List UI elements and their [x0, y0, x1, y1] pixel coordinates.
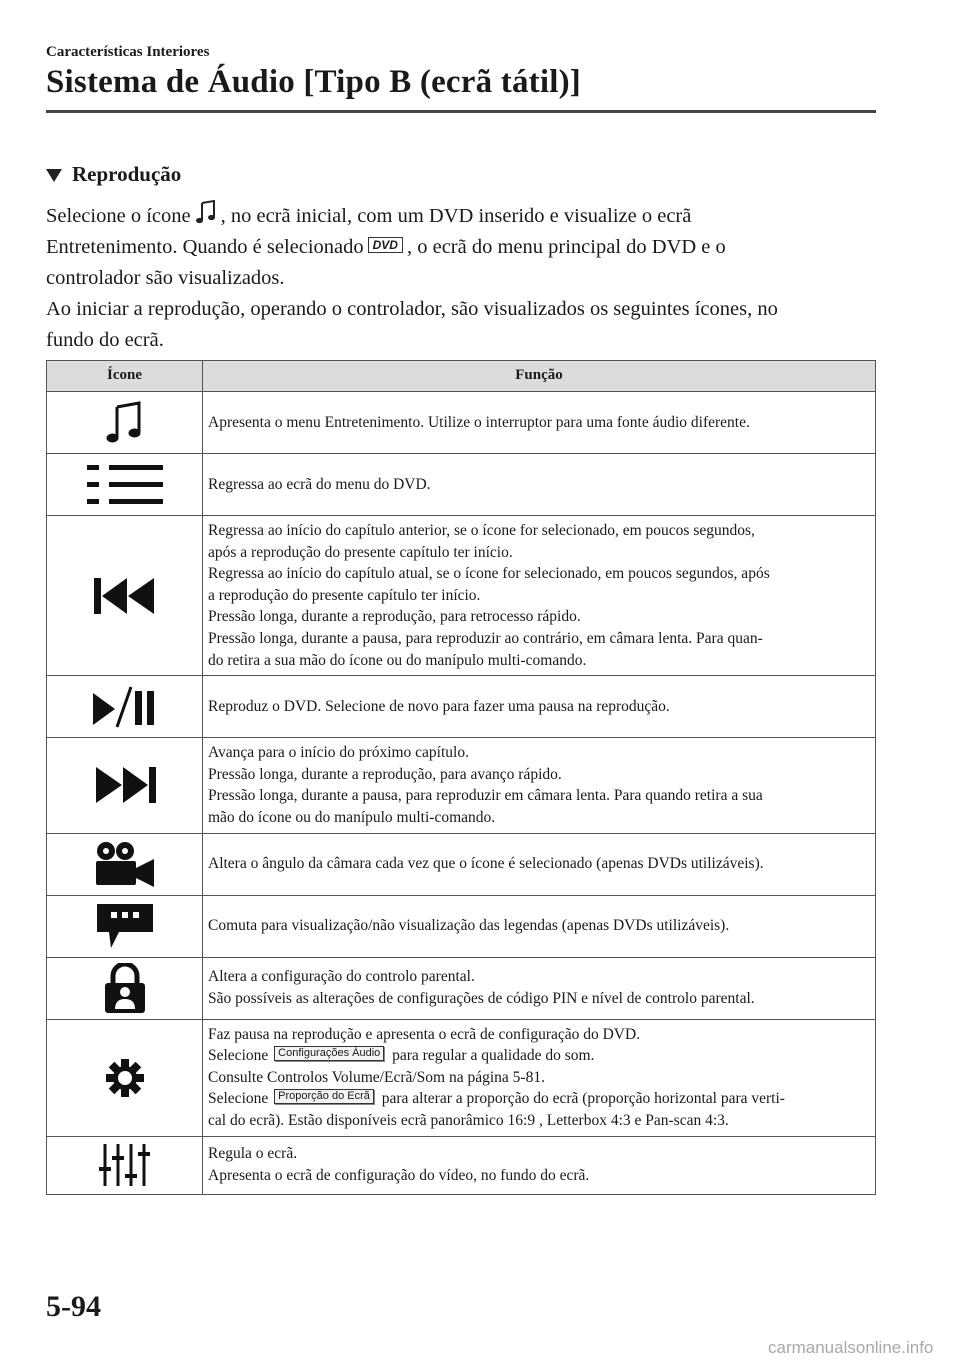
function-text: [208, 1088, 871, 1110]
function-cell: [203, 676, 876, 738]
table-header-row: [47, 361, 876, 392]
function-cell: [203, 516, 876, 676]
function-text: Regressa ao ecrã do menu do DVD.: [208, 475, 431, 493]
column-header-function: Função: [203, 361, 876, 392]
function-text: Pressão longa, durante a pausa, para reproduzir em câmara lenta. Para quando retira a sua: [208, 787, 763, 805]
watermark: carmanualsonline.info: [768, 1338, 934, 1357]
icon-cell: [47, 454, 203, 516]
function-text-run: para regular a qualidade do som.: [392, 1047, 595, 1065]
function-text: Regressa ao início do capítulo atual, se o ícone for selecionado, em poucos segundos, após: [208, 565, 770, 583]
table-row: [47, 833, 876, 895]
music-note-inline-icon: [194, 200, 218, 226]
function-cell: [203, 1019, 876, 1136]
icon-function-table: [46, 360, 876, 1195]
function-text: Pressão longa, durante a reprodução, para retrocesso rápido.: [208, 608, 581, 626]
icon-cell: [47, 1019, 203, 1136]
intro-text-run: , no ecrã inicial, com um DVD inserido e visualize o ecrã: [220, 205, 692, 227]
column-header-icon: Ícone: [47, 361, 203, 392]
intro-paragraph-2: [46, 294, 876, 356]
intro-text-run: Ao iniciar a reprodução, operando o controlador, são visualizados os seguintes ícones, no: [46, 298, 778, 320]
function-text: Pressão longa, durante a pausa, para reproduzir ao contrário, em câmara lenta. Para quan-: [208, 629, 763, 647]
header-divider: [46, 110, 876, 113]
function-text-run: Selecione: [208, 1090, 269, 1108]
table-row: [47, 895, 876, 957]
intro-text-run: Entretenimento. Quando é selecionado: [46, 236, 364, 258]
function-cell: [203, 833, 876, 895]
icon-cell: [47, 833, 203, 895]
aspect-ratio-button-icon: Proporção do Ecrã: [274, 1089, 374, 1104]
function-text: após a reprodução do presente capítulo ter início.: [208, 543, 513, 561]
icon-cell: [47, 1136, 203, 1194]
icon-cell: [47, 738, 203, 833]
page-number: 5-94: [46, 1290, 101, 1323]
function-text: Comuta para visualização/não visualização das legendas (apenas DVDs utilizáveis).: [208, 917, 730, 935]
icon-cell: [47, 676, 203, 738]
intro-text-run: fundo do ecrã.: [46, 329, 164, 351]
function-text-run: para alterar a proporção do ecrã (proporção horizontal para verti-: [381, 1090, 785, 1108]
chapter-label: Características Interiores: [46, 44, 210, 60]
audio-settings-button-icon: Configurações Áudio: [274, 1046, 384, 1061]
function-cell: [203, 392, 876, 454]
function-text-run: Selecione: [208, 1047, 269, 1065]
function-cell: [203, 1136, 876, 1194]
section-title: Reprodução: [72, 162, 182, 186]
function-text: do retira a sua mão do ícone ou do manípulo multi-comando.: [208, 651, 587, 669]
function-text: Reproduz o DVD. Selecione de novo para fazer uma pausa na reprodução.: [208, 697, 670, 715]
function-text: Avança para o início do próximo capítulo.: [208, 744, 469, 762]
table-row: [47, 1136, 876, 1194]
function-text: Regula o ecrã.: [208, 1145, 298, 1163]
function-cell: [203, 895, 876, 957]
icon-cell: [47, 392, 203, 454]
dvd-icon: DVD: [368, 237, 403, 253]
skip-next-icon: [94, 765, 156, 805]
table-row: [47, 392, 876, 454]
intro-paragraph-1: [46, 200, 876, 294]
subtitle-icon: [97, 902, 153, 950]
page-title: Sistema de Áudio [Tipo B (ecrã tátil)]: [46, 64, 581, 100]
section-heading: [46, 162, 181, 187]
function-text: Pressão longa, durante a reprodução, para avanço rápido.: [208, 765, 562, 783]
function-text: mão do ícone ou do manípulo multi-comando.: [208, 808, 496, 826]
music-note-icon: [105, 401, 145, 445]
play-pause-icon: [93, 685, 157, 729]
table-row: [47, 1019, 876, 1136]
triangle-bullet-icon: [46, 169, 62, 182]
equalizer-sliders-icon: [99, 1142, 151, 1188]
intro-text: [46, 200, 876, 356]
function-cell: [203, 957, 876, 1019]
parental-lock-icon: [103, 963, 147, 1013]
function-text: Apresenta o menu Entretenimento. Utilize o interruptor para uma fonte áudio diferente.: [208, 413, 750, 431]
table-row: [47, 738, 876, 833]
settings-gear-icon: [105, 1058, 145, 1098]
function-cell: [203, 454, 876, 516]
table-row: [47, 454, 876, 516]
function-text: São possíveis as alterações de configurações de código PIN e nível de controlo parental.: [208, 990, 755, 1008]
function-text: cal do ecrã). Estão disponíveis ecrã panorâmico 16:9 , Letterbox 4:3 e Pan-scan 4:3.: [208, 1111, 729, 1129]
function-text: Altera a configuração do controlo parental.: [208, 968, 475, 986]
function-text: Faz pausa na reprodução e apresenta o ecrã de configuração do DVD.: [208, 1025, 641, 1043]
skip-previous-icon: [94, 576, 156, 616]
function-text: [208, 1045, 871, 1067]
icon-cell: [47, 516, 203, 676]
video-camera-icon: [94, 841, 156, 887]
menu-list-icon: [87, 465, 163, 505]
intro-text-run: , o ecrã do menu principal do DVD e o: [406, 236, 726, 258]
function-text: Consulte Controlos Volume/Ecrã/Som na página 5-81.: [208, 1068, 545, 1086]
function-text: Regressa ao início do capítulo anterior, se o ícone for selecionado, em poucos segundos,: [208, 522, 755, 539]
table-row: [47, 516, 876, 676]
function-cell: [203, 738, 876, 833]
function-text: a reprodução do presente capítulo ter início.: [208, 586, 481, 604]
table-row: [47, 957, 876, 1019]
icon-cell: [47, 895, 203, 957]
intro-text-run: controlador são visualizados.: [46, 267, 285, 289]
table-row: [47, 676, 876, 738]
function-text: Apresenta o ecrã de configuração do vídeo, no fundo do ecrã.: [208, 1167, 590, 1184]
icon-cell: [47, 957, 203, 1019]
intro-text-run: Selecione o ícone: [46, 205, 191, 227]
function-text: Altera o ângulo da câmara cada vez que o ícone é selecionado (apenas DVDs utilizáveis).: [208, 855, 764, 873]
